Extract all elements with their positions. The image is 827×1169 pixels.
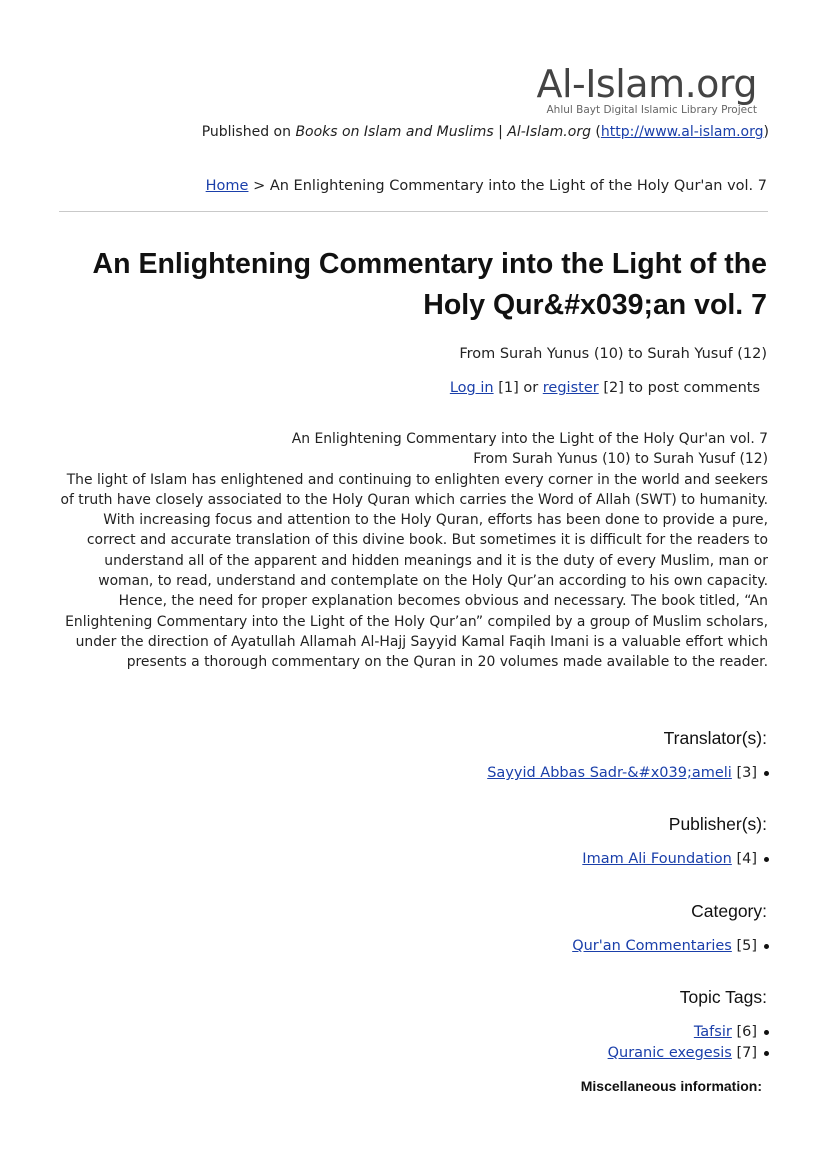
site-logo[interactable]	[525, 60, 757, 118]
page-subtitle: From Surah Yunus (10) to Surah Yusuf (12)	[459, 346, 767, 362]
bullet-icon	[764, 857, 769, 862]
logo-wordmark: Al-Islam.org	[536, 62, 757, 106]
comments-prompt	[450, 380, 760, 396]
register-ref: [2] to post comments	[603, 380, 760, 396]
published-paren-close: )	[763, 124, 769, 140]
register-link[interactable]: register	[542, 380, 599, 396]
bullet-icon	[764, 771, 769, 776]
bullet-icon	[764, 1030, 769, 1035]
topic-tag-ref: [6]	[736, 1024, 757, 1040]
topic-tags-heading: Topic Tags:	[679, 987, 767, 1007]
category-ref: [5]	[736, 938, 757, 954]
misc-info-heading: Miscellaneous information:	[580, 1078, 762, 1094]
topic-tag-link-quranic-exegesis[interactable]: Quranic exegesis	[607, 1045, 732, 1061]
topic-tag-link-tafsir[interactable]: Tafsir	[693, 1024, 732, 1040]
body-subtitle-line: From Surah Yunus (10) to Surah Yusuf (12)	[473, 451, 768, 468]
page-title: An Enlightening Commentary into the Light of the Holy Qur&#x039;an vol. 7	[92, 248, 767, 321]
category-item	[572, 938, 769, 954]
publisher-ref: [4]	[736, 851, 757, 867]
published-line	[202, 124, 769, 140]
published-paren-open: (	[595, 124, 601, 140]
body-title-line: An Enlightening Commentary into the Light of the Holy Qur'an vol. 7	[291, 431, 768, 447]
logo-tagline: Ahlul Bayt Digital Islamic Library Project	[546, 104, 757, 116]
publishers-heading: Publisher(s):	[668, 814, 767, 834]
bullet-icon	[764, 1051, 769, 1056]
header-divider	[59, 211, 768, 212]
breadcrumb-separator: >	[253, 178, 266, 194]
publisher-link[interactable]: Imam Ali Foundation	[582, 851, 732, 867]
published-prefix: Published on	[201, 124, 291, 140]
published-site-name: Books on Islam and Muslims | Al-Islam.org	[295, 124, 591, 140]
category-link[interactable]: Qur'an Commentaries	[572, 938, 732, 954]
body-paragraph: The light of Islam has enlightened and continuing to enlighten every corner in the world and seekers of truth have closely associated to the Holy Quran which carries the Word of Allah (SWT) to humanity. With increasing focus and attention to the Holy Quran, efforts has been done to provide a pure, correct and accurate translation of this divine book. But sometimes it is difficult for the readers to understand all of the apparent and hidden meanings and it is the duty of every Muslim, man or woman, to read, understand and contemplate on the Holy Qur’an according to his own capacity. Hence, the need for proper explanation becomes obvious and necessary. The book titled, “An Enlightening Commentary into the Light of the Holy Qur’an” compiled by a group of Muslim scholars, under the direction of Ayatullah Allamah Al-Hajj Sayyid Kamal Faqih Imani is a valuable effort which presents a thorough commentary on the Quran in 20 volumes made available to the reader.	[60, 471, 768, 671]
book-description	[59, 429, 768, 673]
translators-heading: Translator(s):	[663, 728, 767, 748]
login-ref: [1] or	[498, 380, 539, 396]
published-url-link[interactable]: http://www.al-islam.org	[600, 124, 764, 140]
translator-item	[487, 765, 769, 781]
bullet-icon	[764, 944, 769, 949]
translator-ref: [3]	[736, 765, 757, 781]
login-link[interactable]: Log in	[449, 380, 494, 396]
breadcrumb-current: An Enlightening Commentary into the Light of the Holy Qur'an vol. 7	[269, 178, 767, 194]
topic-tag-item	[694, 1024, 769, 1040]
publisher-item	[582, 851, 769, 867]
translator-link[interactable]: Sayyid Abbas Sadr-&#x039;ameli	[487, 765, 732, 781]
topic-tag-item	[608, 1045, 769, 1061]
topic-tag-ref: [7]	[736, 1045, 757, 1061]
breadcrumb	[206, 178, 767, 194]
breadcrumb-home-link[interactable]: Home	[205, 178, 249, 194]
category-heading: Category:	[691, 901, 767, 921]
